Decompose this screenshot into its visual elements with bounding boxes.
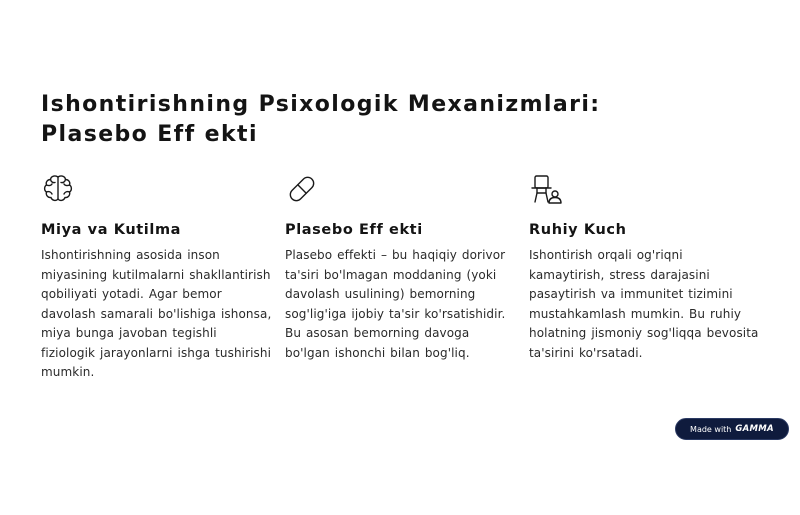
gamma-logo: GAMMA [735,424,774,434]
column-body: Ishontirish orqali og'riqni kamaytirish, stress darajasini pasaytirish va immunitet tizimini mustahkamlash mumkin. Bu ruhiy holatning jismoniy sog'liqqa bevosita ta'sirini ko'rsatadi. [529,248,759,360]
page-title [41,90,681,150]
column-heading: Ruhiy Kuch [529,222,627,238]
badge-prefix: Made with [690,424,732,434]
column-heading: Plasebo Eff ekti [285,222,423,238]
column-mind [529,172,761,363]
column-body: Ishontirishning asosida inson miyasining kutilmalarni shakllantirish qobiliyati yotadi. Agar bemor davolash samarali bo'lishiga ishonsa, miya bunga javoban tegishli fiziologik jarayonlarni ishga tushirishi mumkin. [41,248,272,379]
title-line-2: Plasebo Eff ekti [41,122,258,147]
pill-icon [285,172,319,206]
made-with-gamma-badge[interactable] [675,418,789,440]
title-line-1: Ishontirishning Psixologik Mexanizmlari: [41,92,601,117]
column-heading: Miya va Kutilma [41,222,182,238]
brain-icon [41,172,75,206]
column-placebo [285,172,517,363]
column-body: Plasebo effekti – bu haqiqiy dorivor ta'siri bo'lmagan moddaning (yoki davolash usulining) bemorning sog'lig'iga ijobiy ta'sir ko'rsatishidir. Bu asosan bemorning davoga bo'lgan ishonchi bilan bog'liq. [285,248,506,360]
column-brain [41,172,273,383]
chair-person-icon [529,172,563,206]
